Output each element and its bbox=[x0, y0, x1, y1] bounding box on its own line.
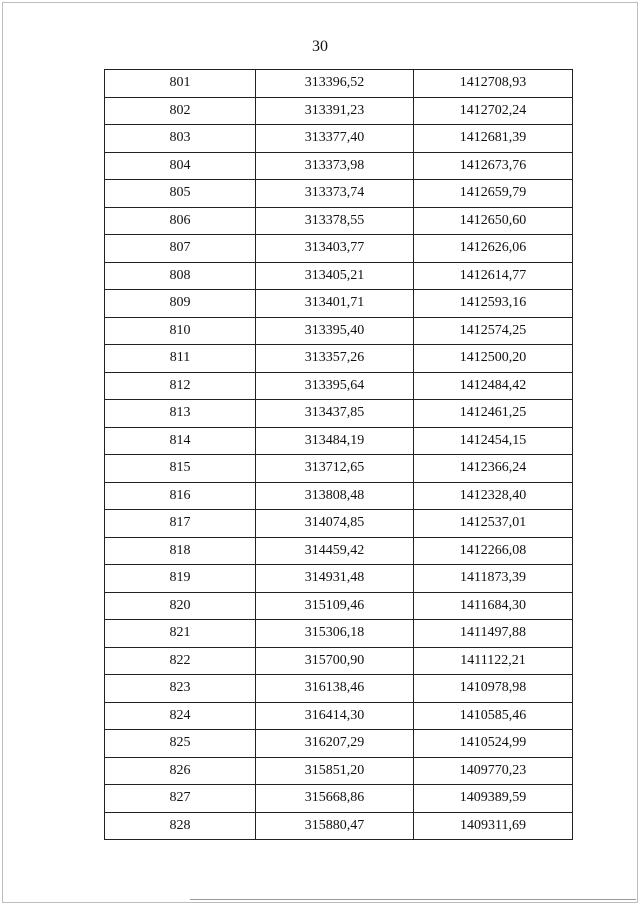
x-coordinate-cell: 313377,40 bbox=[256, 125, 414, 153]
table-row bbox=[105, 785, 573, 813]
y-coordinate-cell: 1411497,88 bbox=[414, 620, 573, 648]
table-row bbox=[105, 235, 573, 263]
table-row bbox=[105, 180, 573, 208]
y-coordinate-cell: 1409770,23 bbox=[414, 757, 573, 785]
point-number-cell: 803 bbox=[105, 125, 256, 153]
y-coordinate-cell: 1411122,21 bbox=[414, 647, 573, 675]
coordinates-table bbox=[104, 69, 573, 840]
point-number-cell: 814 bbox=[105, 427, 256, 455]
point-number-cell: 808 bbox=[105, 262, 256, 290]
x-coordinate-cell: 313373,98 bbox=[256, 152, 414, 180]
point-number-cell: 805 bbox=[105, 180, 256, 208]
y-coordinate-cell: 1410524,99 bbox=[414, 730, 573, 758]
x-coordinate-cell: 314459,42 bbox=[256, 537, 414, 565]
point-number-cell: 828 bbox=[105, 812, 256, 840]
y-coordinate-cell: 1412454,15 bbox=[414, 427, 573, 455]
table-row bbox=[105, 592, 573, 620]
x-coordinate-cell: 313405,21 bbox=[256, 262, 414, 290]
point-number-cell: 821 bbox=[105, 620, 256, 648]
point-number-cell: 807 bbox=[105, 235, 256, 263]
y-coordinate-cell: 1412461,25 bbox=[414, 400, 573, 428]
point-number-cell: 812 bbox=[105, 372, 256, 400]
x-coordinate-cell: 315668,86 bbox=[256, 785, 414, 813]
point-number-cell: 816 bbox=[105, 482, 256, 510]
point-number-cell: 806 bbox=[105, 207, 256, 235]
y-coordinate-cell: 1412614,77 bbox=[414, 262, 573, 290]
point-number-cell: 802 bbox=[105, 97, 256, 125]
y-coordinate-cell: 1412681,39 bbox=[414, 125, 573, 153]
x-coordinate-cell: 316207,29 bbox=[256, 730, 414, 758]
table-row bbox=[105, 207, 573, 235]
y-coordinate-cell: 1412266,08 bbox=[414, 537, 573, 565]
y-coordinate-cell: 1412328,40 bbox=[414, 482, 573, 510]
point-number-cell: 819 bbox=[105, 565, 256, 593]
table-row bbox=[105, 290, 573, 318]
y-coordinate-cell: 1411684,30 bbox=[414, 592, 573, 620]
point-number-cell: 813 bbox=[105, 400, 256, 428]
table-row bbox=[105, 757, 573, 785]
table-row bbox=[105, 730, 573, 758]
x-coordinate-cell: 316138,46 bbox=[256, 675, 414, 703]
table-row bbox=[105, 427, 573, 455]
x-coordinate-cell: 313378,55 bbox=[256, 207, 414, 235]
x-coordinate-cell: 315306,18 bbox=[256, 620, 414, 648]
point-number-cell: 817 bbox=[105, 510, 256, 538]
x-coordinate-cell: 316414,30 bbox=[256, 702, 414, 730]
table-row bbox=[105, 400, 573, 428]
y-coordinate-cell: 1412708,93 bbox=[414, 70, 573, 98]
point-number-cell: 804 bbox=[105, 152, 256, 180]
point-number-cell: 811 bbox=[105, 345, 256, 373]
x-coordinate-cell: 313712,65 bbox=[256, 455, 414, 483]
point-number-cell: 822 bbox=[105, 647, 256, 675]
x-coordinate-cell: 315109,46 bbox=[256, 592, 414, 620]
table-row bbox=[105, 262, 573, 290]
y-coordinate-cell: 1410978,98 bbox=[414, 675, 573, 703]
y-coordinate-cell: 1412673,76 bbox=[414, 152, 573, 180]
table-row bbox=[105, 620, 573, 648]
table-row bbox=[105, 372, 573, 400]
table-row bbox=[105, 565, 573, 593]
y-coordinate-cell: 1412537,01 bbox=[414, 510, 573, 538]
x-coordinate-cell: 315880,47 bbox=[256, 812, 414, 840]
x-coordinate-cell: 315851,20 bbox=[256, 757, 414, 785]
y-coordinate-cell: 1411873,39 bbox=[414, 565, 573, 593]
x-coordinate-cell: 313373,74 bbox=[256, 180, 414, 208]
table-row bbox=[105, 97, 573, 125]
x-coordinate-cell: 313395,64 bbox=[256, 372, 414, 400]
x-coordinate-cell: 313808,48 bbox=[256, 482, 414, 510]
x-coordinate-cell: 313484,19 bbox=[256, 427, 414, 455]
x-coordinate-cell: 315700,90 bbox=[256, 647, 414, 675]
x-coordinate-cell: 313401,71 bbox=[256, 290, 414, 318]
coordinates-table-body bbox=[105, 70, 573, 840]
y-coordinate-cell: 1412574,25 bbox=[414, 317, 573, 345]
table-row bbox=[105, 537, 573, 565]
y-coordinate-cell: 1409389,59 bbox=[414, 785, 573, 813]
x-coordinate-cell: 314074,85 bbox=[256, 510, 414, 538]
point-number-cell: 820 bbox=[105, 592, 256, 620]
table-row bbox=[105, 675, 573, 703]
x-coordinate-cell: 313396,52 bbox=[256, 70, 414, 98]
y-coordinate-cell: 1412659,79 bbox=[414, 180, 573, 208]
x-coordinate-cell: 313357,26 bbox=[256, 345, 414, 373]
y-coordinate-cell: 1412484,42 bbox=[414, 372, 573, 400]
point-number-cell: 823 bbox=[105, 675, 256, 703]
table-row bbox=[105, 702, 573, 730]
y-coordinate-cell: 1412366,24 bbox=[414, 455, 573, 483]
table-row bbox=[105, 125, 573, 153]
point-number-cell: 827 bbox=[105, 785, 256, 813]
point-number-cell: 818 bbox=[105, 537, 256, 565]
table-row bbox=[105, 812, 573, 840]
table-row bbox=[105, 510, 573, 538]
y-coordinate-cell: 1410585,46 bbox=[414, 702, 573, 730]
point-number-cell: 824 bbox=[105, 702, 256, 730]
table-row bbox=[105, 482, 573, 510]
page-number: 30 bbox=[312, 38, 328, 55]
x-coordinate-cell: 313391,23 bbox=[256, 97, 414, 125]
point-number-cell: 826 bbox=[105, 757, 256, 785]
point-number-cell: 809 bbox=[105, 290, 256, 318]
scan-artifact-line bbox=[190, 899, 636, 900]
table-row bbox=[105, 455, 573, 483]
x-coordinate-cell: 313403,77 bbox=[256, 235, 414, 263]
table-row bbox=[105, 345, 573, 373]
table-row bbox=[105, 70, 573, 98]
x-coordinate-cell: 313437,85 bbox=[256, 400, 414, 428]
table-row bbox=[105, 317, 573, 345]
point-number-cell: 815 bbox=[105, 455, 256, 483]
x-coordinate-cell: 314931,48 bbox=[256, 565, 414, 593]
y-coordinate-cell: 1409311,69 bbox=[414, 812, 573, 840]
y-coordinate-cell: 1412593,16 bbox=[414, 290, 573, 318]
x-coordinate-cell: 313395,40 bbox=[256, 317, 414, 345]
point-number-cell: 801 bbox=[105, 70, 256, 98]
y-coordinate-cell: 1412650,60 bbox=[414, 207, 573, 235]
table-row bbox=[105, 647, 573, 675]
y-coordinate-cell: 1412626,06 bbox=[414, 235, 573, 263]
table-row bbox=[105, 152, 573, 180]
point-number-cell: 810 bbox=[105, 317, 256, 345]
y-coordinate-cell: 1412500,20 bbox=[414, 345, 573, 373]
y-coordinate-cell: 1412702,24 bbox=[414, 97, 573, 125]
point-number-cell: 825 bbox=[105, 730, 256, 758]
